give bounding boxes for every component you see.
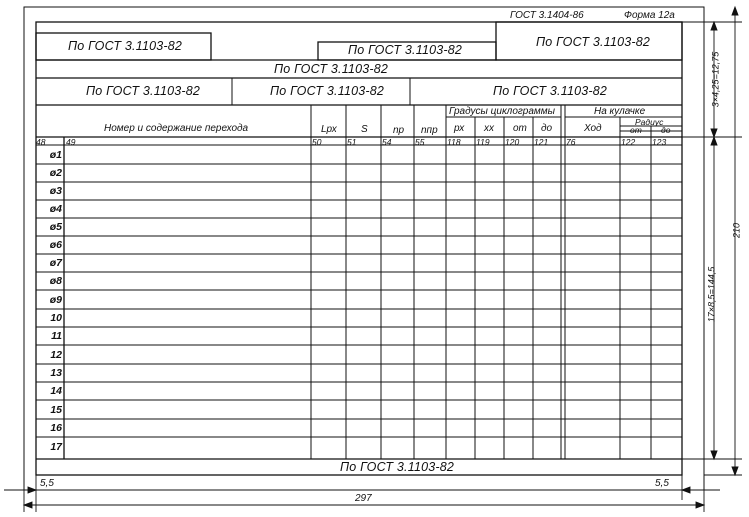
col-lpx: Lрх [321,124,337,135]
stamp-top-center: По ГОСТ 3.1103-82 [348,43,463,57]
form-label: Форма 12а [624,10,675,21]
stamp-top-right: По ГОСТ 3.1103-82 [536,35,651,49]
field-76: 76 [566,137,576,147]
stamp-row3-left: По ГОСТ 3.1103-82 [86,84,201,98]
col-px: рх [454,123,465,134]
col-cyclogram: Градусы циклограммы [449,106,556,117]
gost-label: ГОСТ 3.1404-86 [510,10,584,21]
stamp-row3-right: По ГОСТ 3.1103-82 [493,84,608,98]
row-label: ø1 [49,149,62,161]
row-label: ø4 [49,203,62,215]
row-label: 14 [50,385,62,397]
row-label: 10 [50,312,62,324]
col-np: nр [393,125,405,136]
stamp-row2: По ГОСТ 3.1103-82 [274,62,389,76]
dim-margin-left: 5,5 [40,478,54,489]
col-npr: nпр [421,125,438,136]
field-49: 49 [66,137,76,147]
dim-total-height: 210 [731,222,742,239]
field-50: 50 [312,137,322,147]
row-label: 12 [50,349,62,361]
row-label: 11 [51,330,62,342]
row-label: ø9 [49,294,62,306]
row-label: 16 [50,422,62,434]
row-label: 13 [50,367,62,379]
col-to: до [541,123,553,134]
col-s: S [361,124,368,135]
col-from: от [513,123,527,134]
stamp-row3-mid: По ГОСТ 3.1103-82 [270,84,385,98]
field-121: 121 [534,137,549,147]
row-label: ø5 [49,221,62,233]
row-label: ø7 [49,257,62,269]
col-radius-to: до [661,125,671,135]
col-cam: На кулачке [594,106,646,117]
field-51: 51 [347,137,357,147]
field-120: 120 [505,137,520,147]
row-label: 17 [50,441,62,453]
dim-header-height: 3×4,25=12,75 [710,51,721,108]
stamp-top-left: По ГОСТ 3.1103-82 [68,39,183,53]
field-54: 54 [382,137,392,147]
col-travel: Ход [584,123,602,134]
stamp-bottom: По ГОСТ 3.1103-82 [340,460,455,474]
field-119: 119 [476,137,490,147]
field-55: 55 [415,137,425,147]
row-label: ø3 [49,185,62,197]
dim-margin-right: 5,5 [655,478,669,489]
row-label: ø8 [49,275,62,287]
col-transition: Номер и содержание перехода [104,123,249,134]
field-118: 118 [447,137,461,147]
col-radius: Радиус [635,117,664,127]
dim-rows-height: 17×8,5=144,5 [706,266,717,323]
field-48: 48 [36,137,46,147]
field-122: 122 [621,137,636,147]
dim-total-width: 297 [355,493,372,504]
col-xx: хх [484,123,494,134]
row-label: ø6 [49,239,62,251]
col-radius-from: от [630,125,642,135]
row-label: ø2 [49,167,62,179]
field-123: 123 [652,137,667,147]
row-label: 15 [50,404,62,416]
